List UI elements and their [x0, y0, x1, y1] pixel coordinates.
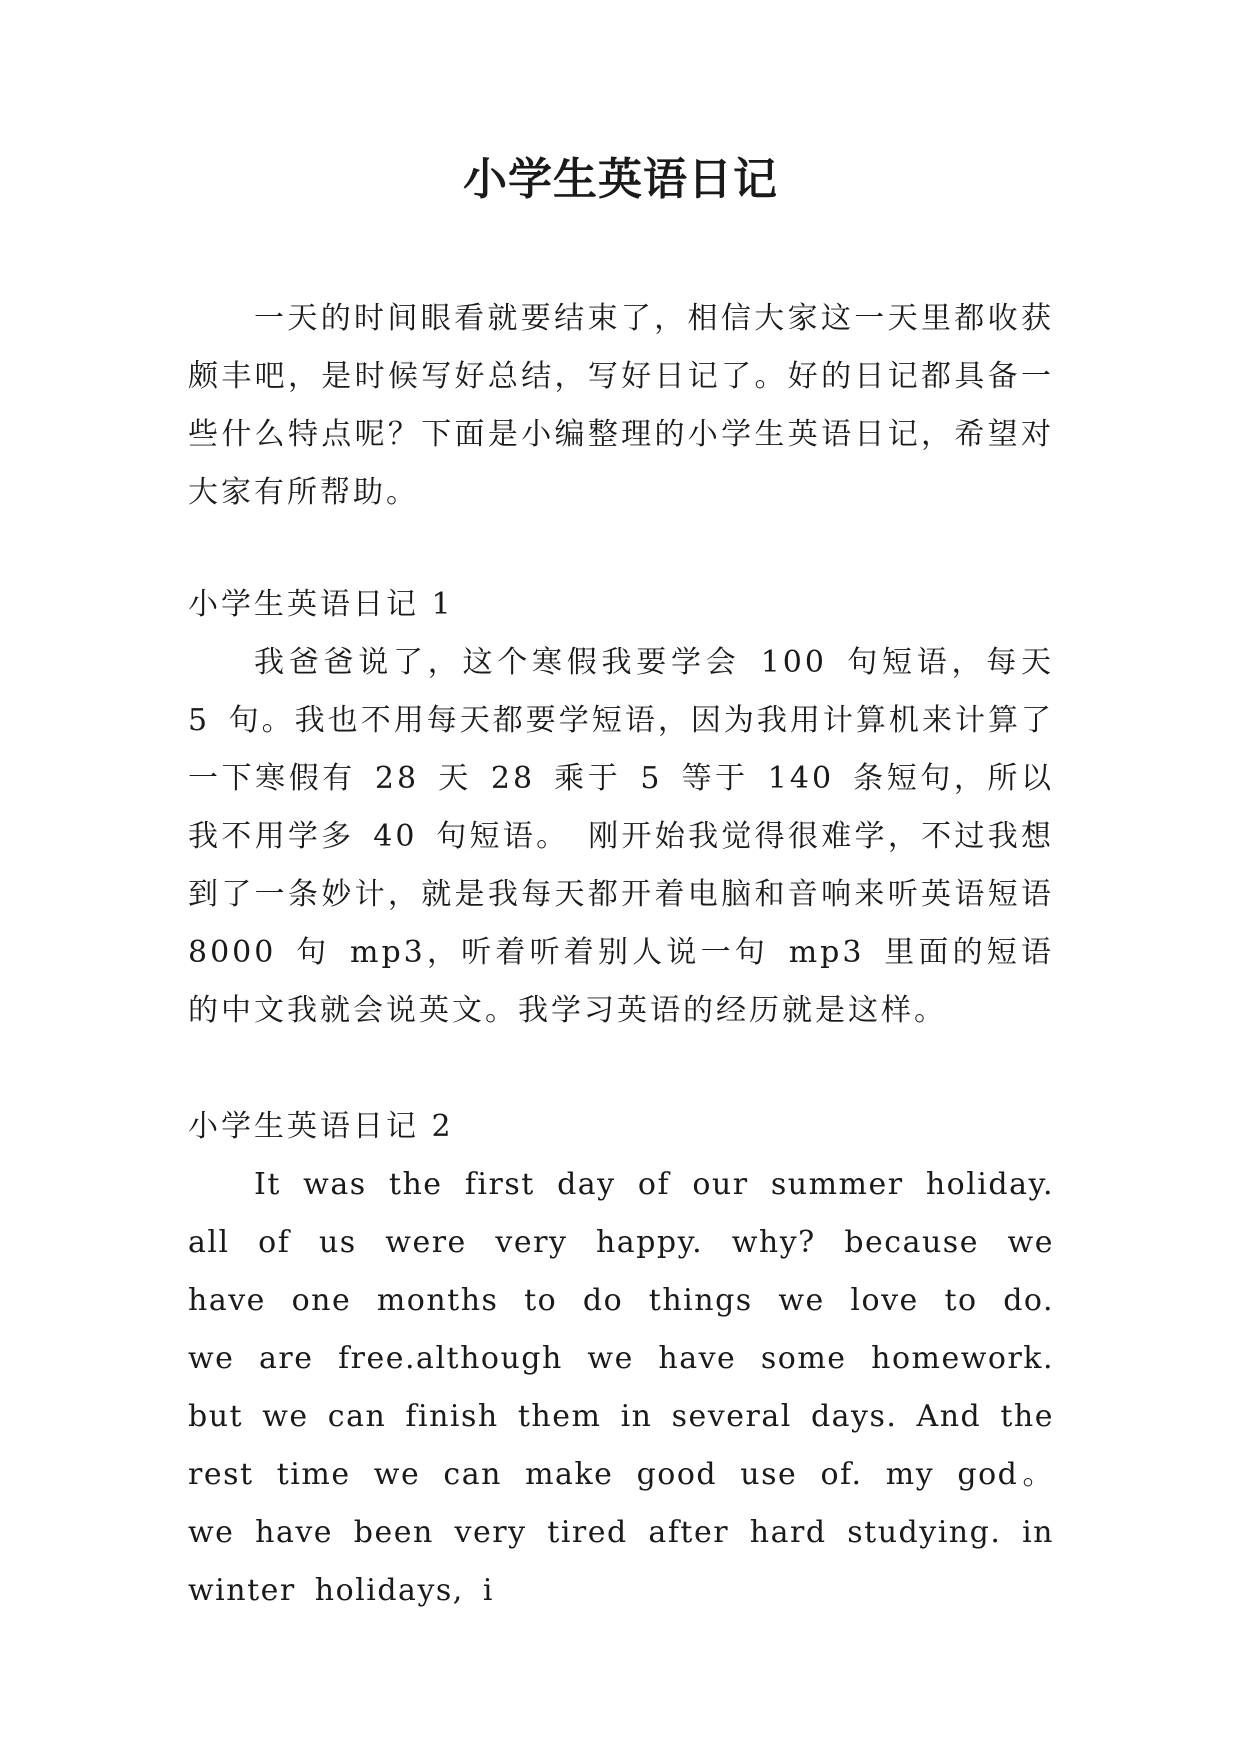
intro-paragraph: 一天的时间眼看就要结束了，相信大家这一天里都收获颇丰吧，是时候写好总结，写好日记了。好的日记都具备一些什么特点呢？下面是小编整理的小学生英语日记，希望对大家有所帮助。: [188, 301, 1054, 510]
document-title: 小学生英语日记: [463, 154, 778, 205]
section-body: It was the first day of our summer holiday. all of us were very happy. why? because we have one months to do things we love to do. we are free.although we have some homework. but we can finish them in several days. And the rest time we can make good use of. my god。 we have been very tired after hard studying. in winter holidays, i: [188, 1167, 1054, 1608]
section-heading: 小学生英语日记 2: [188, 1109, 454, 1144]
section-heading: 小学生英语日记 1: [188, 587, 454, 622]
section-body: 我爸爸说了，这个寒假我要学会 100 句短语，每天 5 句。我也不用每天都要学短语，因为我用计算机来计算了一下寒假有 28 天 28 乘于 5 等于 140 条短句，所以我不用学多 40 句短语。 刚开始我觉得很难学，不过我想到了一条妙计，就是我每天都开着电脑和音响来听英语短语 8000 句 mp3，听着听着别人说一句 mp3 里面的短语的中文我就会说英文。我学习英语的经历就是这样。: [188, 645, 1054, 1028]
